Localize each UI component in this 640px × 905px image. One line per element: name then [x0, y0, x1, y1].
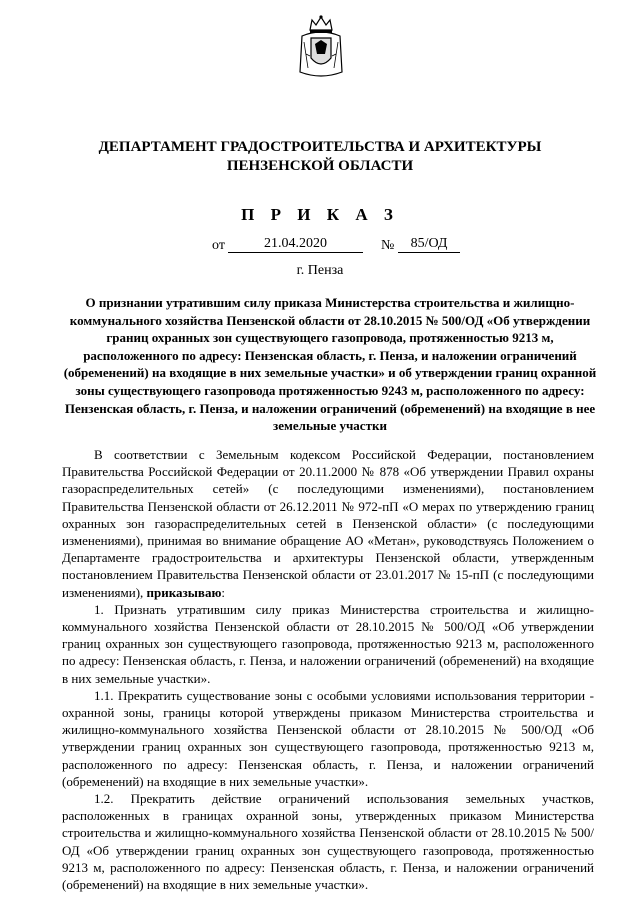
order-body — [62, 446, 594, 893]
preamble-paragraph — [62, 446, 594, 601]
coat-of-arms-icon — [296, 14, 346, 78]
city: г. Пенза — [296, 263, 344, 278]
order-date-number-line — [0, 236, 640, 258]
order-date: 21.04.2020 — [228, 236, 363, 253]
department-line-1: ДЕПАРТАМЕНТ ГРАДОСТРОИТЕЛЬСТВА И АРХИТЕКТУРЫ — [98, 139, 542, 155]
preamble-keyword: приказываю — [146, 584, 222, 600]
date-prefix: от — [212, 238, 225, 253]
item-1-1: 1.1. Прекратить существование зоны с особыми условиями использования территории - охранной зоны, границы которой утверждены приказом Министерства строительства и жилищно-коммунального хозяйства Пензенской области от 28.10.2015 № 500/ОД «Об утверждении границ охранных зон существующего газопровода, протяженностью 9213 м, расположенного по адресу: Пензенская область, г. Пенза, и наложении ограничений (обременений) на входящие в них земельные участки». — [62, 687, 594, 789]
number-sign: № — [381, 238, 395, 253]
department-line-2: ПЕНЗЕНСКОЙ ОБЛАСТИ — [226, 158, 414, 174]
preamble-end: : — [221, 584, 226, 600]
department-name — [60, 138, 580, 176]
order-subject: О признании утратившим силу приказа Министерства строительства и жилищно-коммунального хозяйства Пензенской области от 28.10.2015 № 500/ОД «Об утверждении границ охранных зон существующего газопровода, протяженностью 9213 м, расположенного по адресу: Пензенская область, г. Пенза, и наложении ограничений (обременений) на входящие в них земельные участки» и об утверждении границ охранной зоны существующего газопровода протяженностью 9243 м, расположенного по адресу: Пензенская область, г. Пенза, и наложении ограничений (обременений) на входящие в нее земельные участки — [63, 295, 597, 434]
order-title: П Р И К А З — [241, 205, 399, 224]
item-1-2: 1.2. Прекратить действие ограничений использования земельных участков, расположенных в границах охранной зоны, утвержденных приказом Министерства строительства и жилищно-коммунального хозяйства Пензенской области от 28.10.2015 № 500/ОД «Об утверждении границ охранных зон существующего газопровода, протяженностью 9213 м, расположенного по адресу: Пензенская область, г. Пенза, и наложении ограничений (обременений) на входящие в них земельные участки». — [62, 791, 594, 893]
preamble-text: В соответствии с Земельным кодексом Российской Федерации, постановлением Правительства Российской Федерации от 20.11.2000 № 878 «Об утверждении Правил охраны газораспределительных сетей» (с последующими изменениями), постановлением Правительства Пензенской области от 26.12.2011 № 972-пП «О мерах по утверждению границ охранных зон газораспределительных сетей в Пензенской области» (с последующими изменениями), принимая во внимание обращение АО «Метан», руководствуясь Положением о Департаменте градостроительства и архитектуры Пензенской области, утвержденным постановлением Правительства Пензенской области от 23.01.2017 № 15-пП (с последующими изменениями), — [62, 447, 594, 600]
item-1: 1. Признать утратившим силу приказ Министерства строительства и жилищно-коммунального хозяйства Пензенской области от 28.10.2015 № 500/ОД «Об утверждении границ охранных зон существующего газопровода, протяженностью 9213 м, расположенного по адресу: Пензенская область, г. Пенза, и наложении ограничений (обременений) на входящие в них земельные участки». — [62, 601, 594, 686]
order-number: 85/ОД — [398, 236, 460, 253]
